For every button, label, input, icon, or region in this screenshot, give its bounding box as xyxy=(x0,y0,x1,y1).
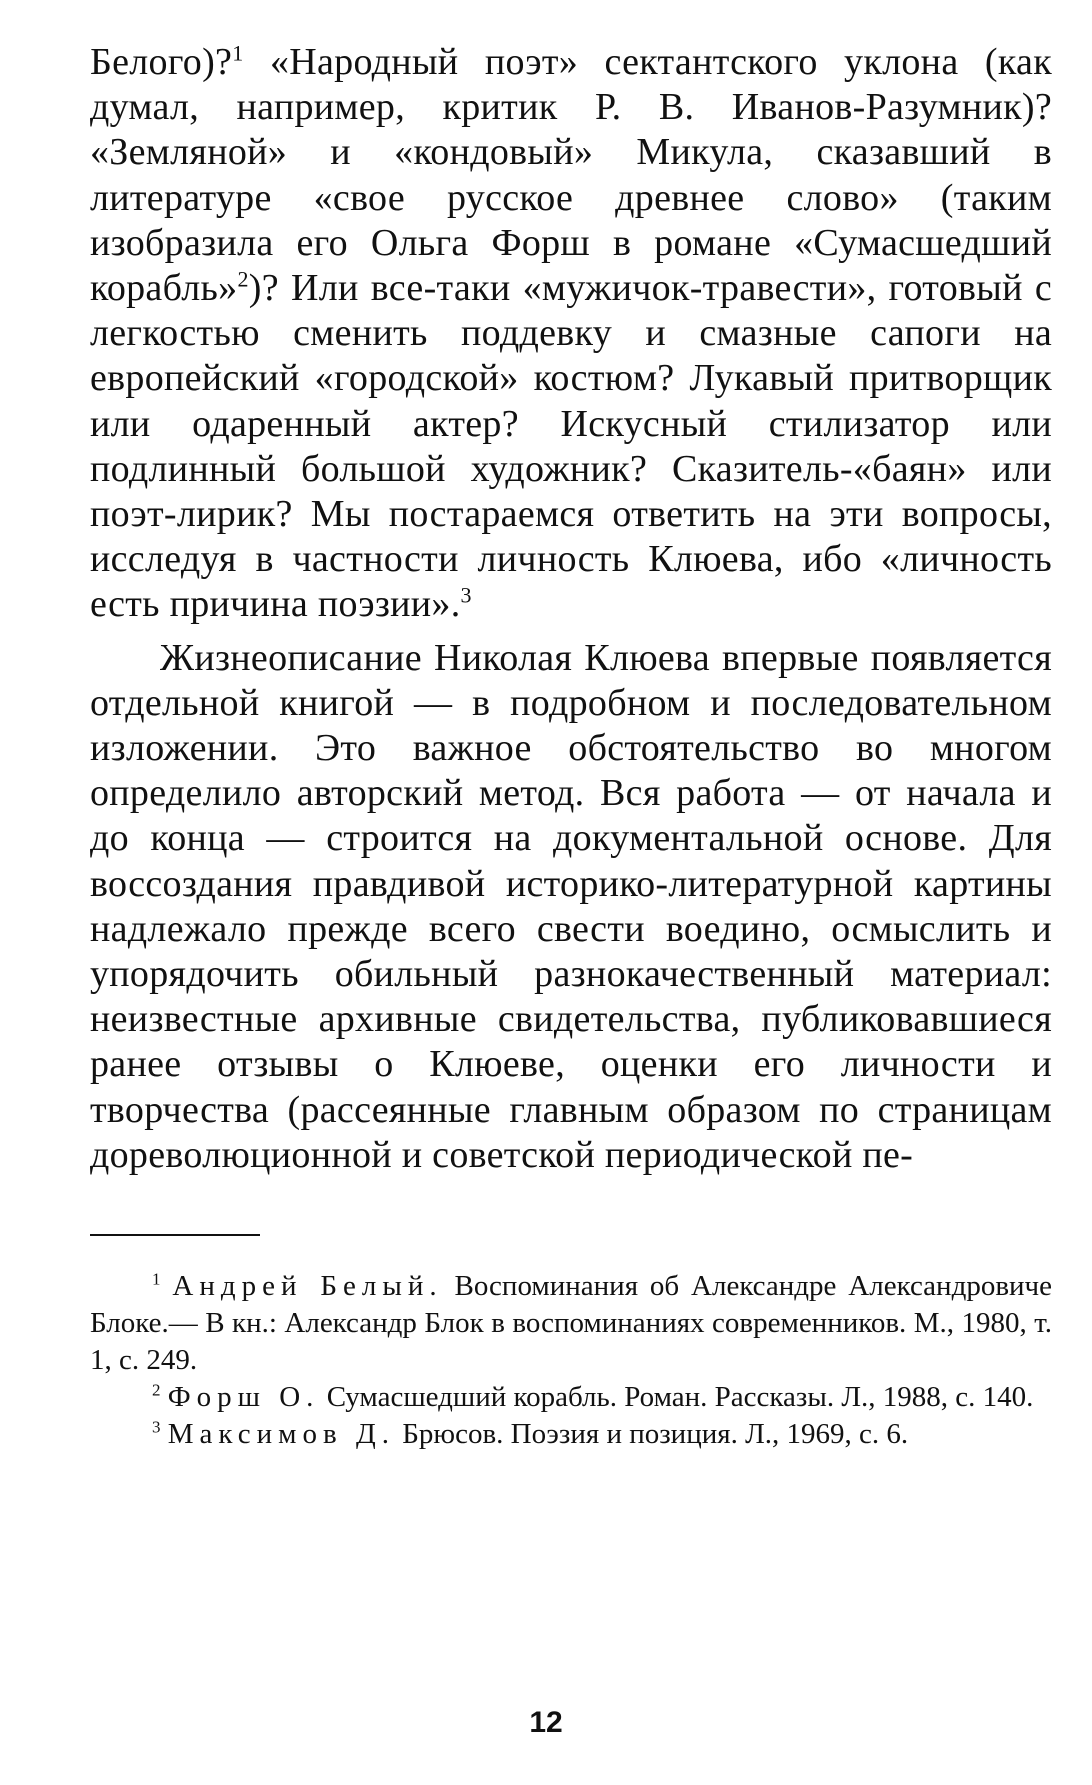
footnote-1-mark: 1 xyxy=(152,1269,161,1289)
footnote-ref-2: 2 xyxy=(237,266,249,292)
footnote-3 xyxy=(90,1416,1052,1453)
footnote-2-mark: 2 xyxy=(152,1380,161,1400)
footnote-2-author: Форш О. xyxy=(167,1381,320,1414)
footnote-divider xyxy=(90,1234,260,1236)
footnote-2 xyxy=(90,1379,1052,1416)
page-number: 12 xyxy=(529,1706,563,1739)
paragraph-1-part-3: )? Или все-таки «мужичок-травести», готовый с легкостью сменить поддевку и смазные сапоги на европейский «городской» костюм? Лукавый притворщик или одаренный актер? Искусный стилизатор или подлинный большой художник? Сказитель-«баян» или поэт-лирик? Мы постараемся ответить на эти вопросы, исследуя в частности личность Клюева, ибо «личность есть причина поэзии». xyxy=(90,267,1052,626)
footnote-3-author: Максимов Д. xyxy=(167,1418,395,1451)
paragraph-1 xyxy=(90,40,1052,628)
footnote-3-mark: 3 xyxy=(152,1417,161,1437)
footnote-2-text: Сумасшедший корабль. Роман. Рассказы. Л., 1988, с. 140. xyxy=(319,1381,1034,1414)
footnote-ref-3: 3 xyxy=(460,582,472,608)
footnote-ref-1: 1 xyxy=(232,40,244,66)
paragraph-1-part-1: Белого)? xyxy=(90,41,233,83)
paragraph-1-part-2: «Народный поэт» сектантского уклона (как думал, например, критик Р. В. Иванов-Разумник)? «Земляной» и «кондовый» Микула, сказавший в литературе «свое русское древнее слово» (таким изобразила его Ольга Форш в романе «Сумасшедший корабль» xyxy=(90,41,1052,310)
footnote-1 xyxy=(90,1268,1052,1379)
main-text xyxy=(90,40,1052,1178)
footnote-1-author: Андрей Белый. xyxy=(172,1270,443,1303)
footnotes xyxy=(90,1268,1052,1453)
book-page xyxy=(90,40,1052,1453)
footnote-1-text: Воспоминания об Александре Александровиче Блоке.— В кн.: Александр Блок в воспоминаниях современников. М., 1980, т. 1, с. 249. xyxy=(90,1270,1052,1377)
paragraph-2: Жизнеописание Николая Клюева впервые появляется отдельной книгой — в подробном и последовательном изложении. Это важное обстоятельство во многом определило авторский метод. Вся работа — от начала и до конца — строится на документальной основе. Для воссоздания правдивой историко-литературной картины надлежало прежде всего свести воедино, осмыслить и упорядочить обильный разнокачественный материал: неизвестные архивные свидетельства, публиковавшиеся ранее отзывы о Клюеве, оценки его личности и творчества (рассеянные главным образом по страницам дореволюционной и советской периодической пе- xyxy=(90,636,1052,1176)
footnote-3-text: Брюсов. Поэзия и позиция. Л., 1969, с. 6. xyxy=(395,1418,909,1451)
